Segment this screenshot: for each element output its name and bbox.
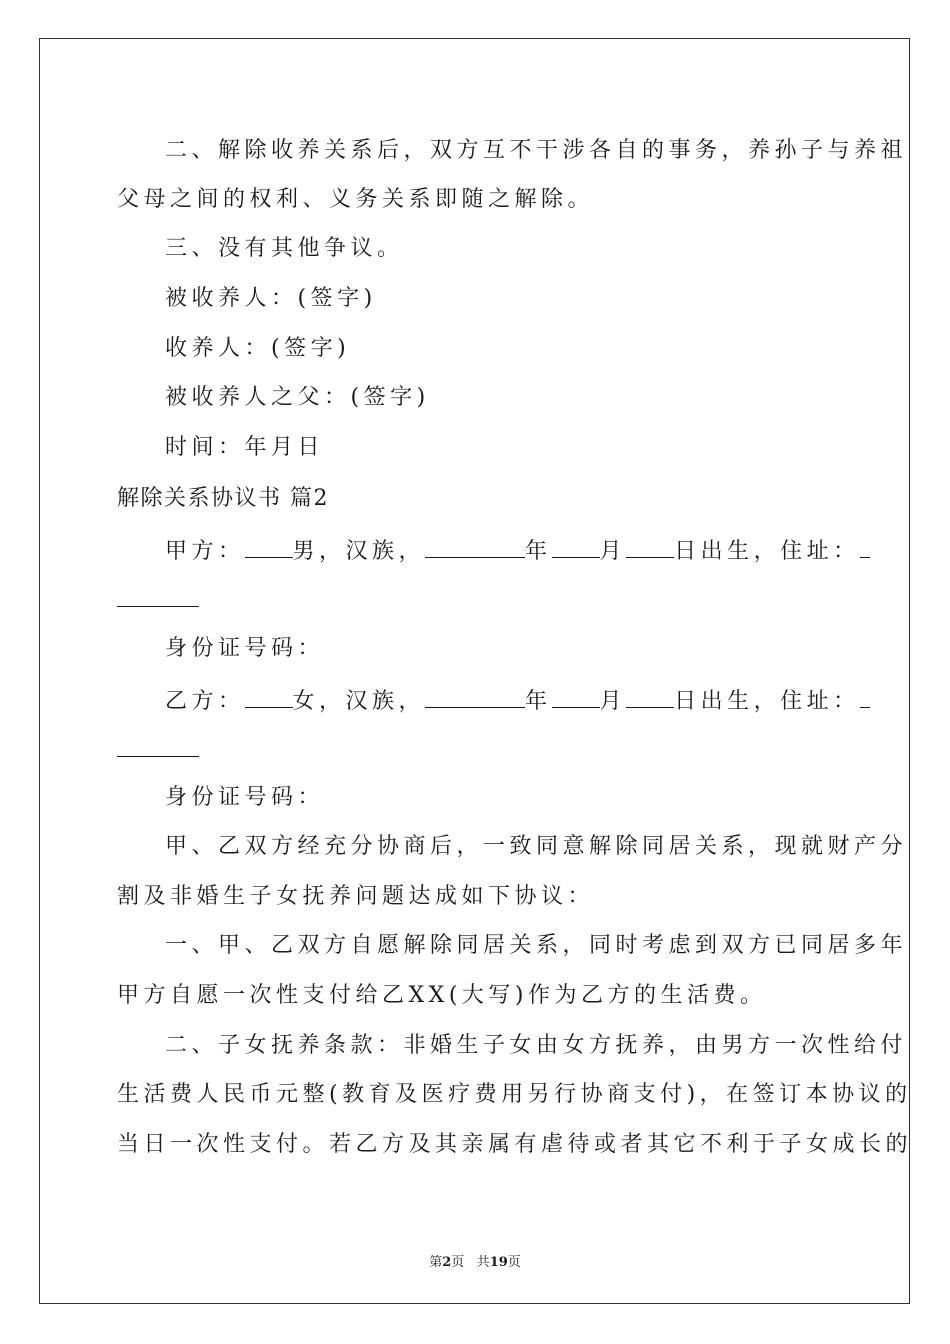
blank-field xyxy=(860,685,870,708)
party-a-id-label: 身份证号码： xyxy=(165,636,325,661)
page-number: 2 xyxy=(442,1255,452,1270)
paragraph-line: 二、子女抚养条款：非婚生子女由女方抚养，由男方一次性给付 xyxy=(165,1033,908,1058)
blank-field xyxy=(425,535,525,558)
blank-field xyxy=(860,535,870,558)
blank-field xyxy=(552,535,600,558)
party-b-id-label: 身份证号码： xyxy=(165,785,325,810)
page-border xyxy=(39,38,913,1304)
party-a-month: 月 xyxy=(599,539,627,564)
section-title: 解除关系协议书 篇2 xyxy=(117,486,329,511)
paragraph-line: 父母之间的权利、义务关系即随之解除。 xyxy=(117,187,595,212)
total-prefix: 共 xyxy=(476,1255,490,1270)
paragraph-line: 二、解除收养关系后，双方互不干涉各自的事务，养孙子与养祖 xyxy=(165,138,908,163)
party-b-month: 月 xyxy=(599,689,627,714)
paragraph-line: 甲方自愿一次性支付给乙XX(大写)作为乙方的生活费。 xyxy=(117,983,767,1008)
blank-field xyxy=(552,685,600,708)
blank-field xyxy=(425,685,525,708)
blank-field xyxy=(626,535,674,558)
signature-line-father: 被收养人之父：(签字) xyxy=(165,385,430,410)
party-a-birth-address: 日出生，住址： xyxy=(674,539,860,564)
party-a-prefix: 甲方： xyxy=(165,539,245,564)
party-b-birth-address: 日出生，住址： xyxy=(674,689,860,714)
address-blank-continuation xyxy=(117,606,199,607)
page-prefix: 第 xyxy=(429,1255,443,1270)
paragraph-line: 三、没有其他争议。 xyxy=(165,236,404,261)
party-b-gender: 女，汉族， xyxy=(292,689,426,714)
blank-field xyxy=(245,535,293,558)
blank-field xyxy=(245,685,293,708)
signature-line-adoptee: 被收养人：(签字) xyxy=(165,286,377,311)
party-b-line xyxy=(165,685,870,716)
paragraph-line: 当日一次性支付。若乙方及其亲属有虐待或者其它不利于子女成长的 xyxy=(117,1132,913,1157)
signature-line-adopter: 收养人：(签字) xyxy=(165,336,351,361)
paragraph-line: 割及非婚生子女抚养问题达成如下协议： xyxy=(117,884,595,909)
total-pages: 19 xyxy=(489,1255,508,1270)
page-footer xyxy=(0,1251,950,1270)
address-blank-continuation xyxy=(117,756,199,757)
blank-field xyxy=(626,685,674,708)
party-a-year: 年 xyxy=(525,539,552,564)
date-line: 时间：年月日 xyxy=(165,435,325,460)
paragraph-line: 甲、乙双方经充分协商后，一致同意解除同居关系，现就财产分 xyxy=(165,834,908,859)
paragraph-line: 一、甲、乙双方自愿解除同居关系，同时考虑到双方已同居多年 xyxy=(165,933,908,958)
page-suffix: 页 xyxy=(451,1255,465,1270)
party-b-year: 年 xyxy=(525,689,552,714)
paragraph-line: 生活费人民币元整(教育及医疗费用另行协商支付)，在签订本协议的 xyxy=(117,1082,912,1107)
party-a-line xyxy=(165,535,870,566)
party-a-gender: 男，汉族， xyxy=(292,539,426,564)
party-b-prefix: 乙方： xyxy=(165,689,245,714)
total-suffix: 页 xyxy=(507,1255,521,1270)
